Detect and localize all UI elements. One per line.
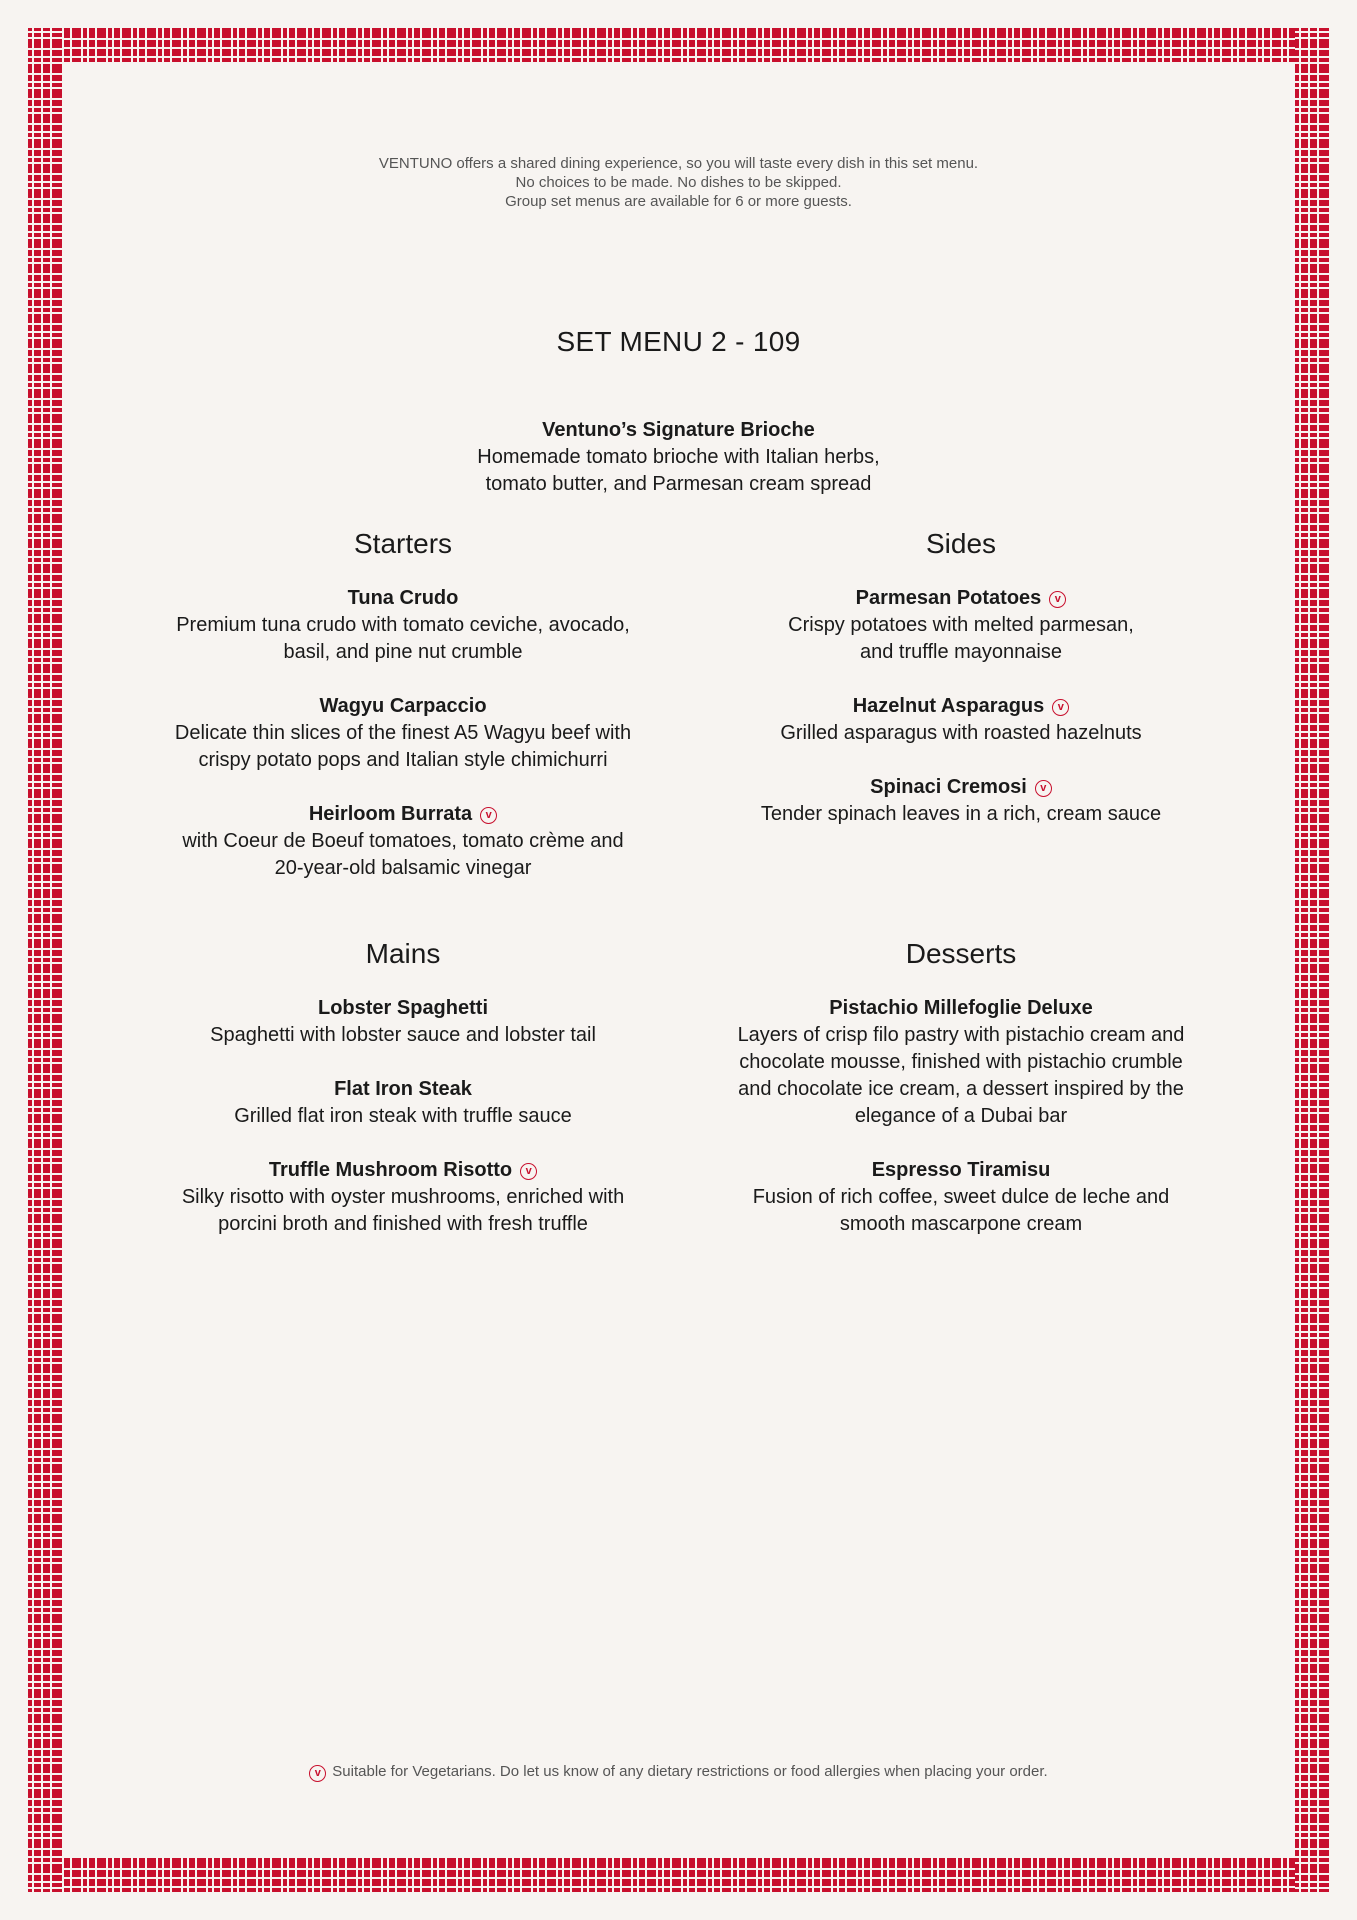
intro-text bbox=[0, 154, 1357, 211]
dish-item bbox=[123, 1076, 683, 1130]
dish-description: crispy potato pops and Italian style chimichurri bbox=[198, 749, 608, 771]
dish-description: porcini broth and finished with fresh truffle bbox=[218, 1213, 588, 1235]
dish-name: Tuna Crudo bbox=[347, 587, 459, 609]
dish-description: Grilled asparagus with roasted hazelnuts bbox=[780, 722, 1142, 744]
dish-description: and truffle mayonnaise bbox=[860, 641, 1062, 663]
dish-name: Lobster Spaghetti bbox=[317, 997, 488, 1019]
dish-name: Ventuno’s Signature Brioche bbox=[542, 419, 815, 441]
dish-description: Fusion of rich coffee, sweet dulce de leche and bbox=[752, 1186, 1170, 1208]
footer-note bbox=[0, 1763, 1357, 1782]
dish-item bbox=[681, 585, 1241, 666]
dish-description: Homemade tomato brioche with Italian herbs, bbox=[477, 446, 880, 468]
dish-name: Wagyu Carpaccio bbox=[319, 695, 487, 717]
dish-name: Parmesan Potatoes bbox=[855, 587, 1042, 609]
dish-description: basil, and pine nut crumble bbox=[283, 641, 523, 663]
dish-name: Pistachio Millefoglie Deluxe bbox=[829, 997, 1093, 1019]
intro-line: Group set menus are available for 6 or more guests. bbox=[505, 193, 852, 210]
dish-description: Premium tuna crudo with tomato ceviche, avocado, bbox=[176, 614, 630, 636]
dish-name: Truffle Mushroom Risotto bbox=[268, 1159, 513, 1181]
border-left bbox=[28, 28, 62, 1892]
vegetarian-icon: v bbox=[309, 1765, 326, 1782]
vegetarian-icon: v bbox=[520, 1163, 537, 1180]
dish-name: Espresso Tiramisu bbox=[871, 1159, 1051, 1181]
dish-description: and chocolate ice cream, a dessert inspired by the bbox=[738, 1078, 1184, 1100]
dish-description: smooth mascarpone cream bbox=[839, 1213, 1083, 1235]
vegetarian-icon: v bbox=[1049, 591, 1066, 608]
dish-description: 20-year-old balsamic vinegar bbox=[274, 857, 532, 879]
dish-description: chocolate mousse, finished with pistachio crumble bbox=[739, 1051, 1183, 1073]
dish-description: Crispy potatoes with melted parmesan, bbox=[788, 614, 1134, 636]
section-mains bbox=[123, 937, 683, 1265]
dish-description: Tender spinach leaves in a rich, cream sauce bbox=[760, 803, 1162, 825]
dish-item bbox=[681, 693, 1241, 747]
border-top bbox=[28, 28, 1329, 62]
dish-description: Delicate thin slices of the finest A5 Wagyu beef with bbox=[174, 722, 632, 744]
section-heading: Starters bbox=[353, 528, 453, 559]
dish-name: Hazelnut Asparagus bbox=[852, 695, 1045, 717]
section-desserts bbox=[681, 937, 1241, 1265]
dish-item bbox=[681, 995, 1241, 1130]
dish-description: with Coeur de Boeuf tomatoes, tomato crème and bbox=[182, 830, 624, 852]
dish-item bbox=[681, 1157, 1241, 1238]
dish-description: tomato butter, and Parmesan cream spread bbox=[485, 473, 872, 495]
dish-name: Spinaci Cremosi bbox=[870, 776, 1027, 798]
menu-title: SET MENU 2 - 109 bbox=[556, 326, 801, 357]
border-bottom bbox=[28, 1858, 1329, 1892]
dish-item bbox=[123, 585, 683, 666]
dish-description: Silky risotto with oyster mushrooms, enriched with bbox=[181, 1186, 625, 1208]
section-heading: Desserts bbox=[905, 938, 1017, 969]
intro-line: No choices to be made. No dishes to be skipped. bbox=[515, 174, 842, 191]
dish-item bbox=[123, 1157, 683, 1238]
signature-dish bbox=[0, 417, 1357, 498]
dish-name: Heirloom Burrata bbox=[308, 803, 473, 825]
section-sides bbox=[681, 527, 1241, 855]
border-right bbox=[1295, 28, 1329, 1892]
dish-item bbox=[123, 995, 683, 1049]
section-heading: Sides bbox=[925, 528, 997, 559]
dish-item bbox=[123, 693, 683, 774]
dish-item bbox=[123, 801, 683, 882]
intro-line: VENTUNO offers a shared dining experience, so you will taste every dish in this set menu. bbox=[378, 155, 979, 172]
dish-description: elegance of a Dubai bar bbox=[854, 1105, 1068, 1127]
dish-item bbox=[681, 774, 1241, 828]
dish-name: Flat Iron Steak bbox=[334, 1078, 472, 1100]
vegetarian-icon: v bbox=[1052, 699, 1069, 716]
dish-description: Grilled flat iron steak with truffle sauce bbox=[234, 1105, 572, 1127]
dish-description: Spaghetti with lobster sauce and lobster tail bbox=[210, 1024, 596, 1046]
section-heading: Mains bbox=[365, 938, 441, 969]
dish-description: Layers of crisp filo pastry with pistachio cream and bbox=[737, 1024, 1185, 1046]
section-starters bbox=[123, 527, 683, 909]
vegetarian-icon: v bbox=[1035, 780, 1052, 797]
vegetarian-icon: v bbox=[480, 807, 497, 824]
footer-text: Suitable for Vegetarians. Do let us know of any dietary restrictions or food allergies when placing your order. bbox=[332, 1763, 1048, 1780]
